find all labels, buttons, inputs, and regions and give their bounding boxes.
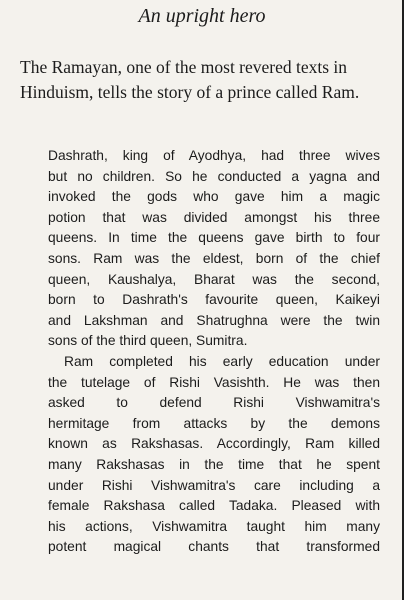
paragraph2-line: hermitage from attacks by the demons: [48, 415, 380, 431]
body-text: [48, 146, 380, 558]
chapter-title: An upright hero: [138, 5, 266, 27]
paragraph1-line: queens. In time the queens gave birth to four: [48, 230, 380, 246]
paragraph2-line: under Rishi Vishwamitra's care including a: [48, 477, 380, 493]
paragraph2-line: known as Rakshasas. Accordingly, Ram killed: [48, 436, 380, 452]
paragraph1-line: Dashrath, king of Ayodhya, had three wives: [48, 148, 380, 163]
paragraph1-line: but no children. So he conducted a yagna and: [48, 168, 380, 184]
paragraph2-line: asked to defend Rishi Vishwamitra's: [48, 395, 380, 411]
paragraph1-line: potion that was divided amongst his three: [48, 209, 380, 225]
paragraph2-line: many Rakshasas in the time that he spent: [48, 456, 380, 472]
paragraph2-line: Ram completed his early education under: [64, 353, 380, 369]
intro-line: The Ramayan, one of the most revered texts in: [20, 57, 348, 77]
paragraph1-line: sons of the third queen, Sumitra.: [48, 333, 248, 349]
paragraph1-line: born to Dashrath's favourite queen, Kaikeyi: [48, 292, 380, 308]
paragraph2-line: female Rakshasa called Tadaka. Pleased with: [48, 498, 380, 514]
paragraph1-line: and Lakshman and Shatrughna were the twin: [48, 312, 380, 328]
paragraph1-line: sons. Ram was the eldest, born of the chief: [48, 250, 380, 266]
intro-paragraph: [20, 55, 390, 105]
paragraph2-line: potent magical chants that transformed: [48, 539, 380, 555]
paragraph1-line: queen, Kaushalya, Bharat was the second,: [48, 271, 380, 287]
paragraph2-line: the tutelage of Rishi Vasishth. He was then: [48, 374, 380, 390]
paragraph1-line: invoked the gods who gave him a magic: [48, 189, 380, 205]
paragraph2-line: his actions, Vishwamitra taught him many: [48, 518, 380, 534]
intro-line: Hinduism, tells the story of a prince called Ram.: [20, 82, 360, 102]
